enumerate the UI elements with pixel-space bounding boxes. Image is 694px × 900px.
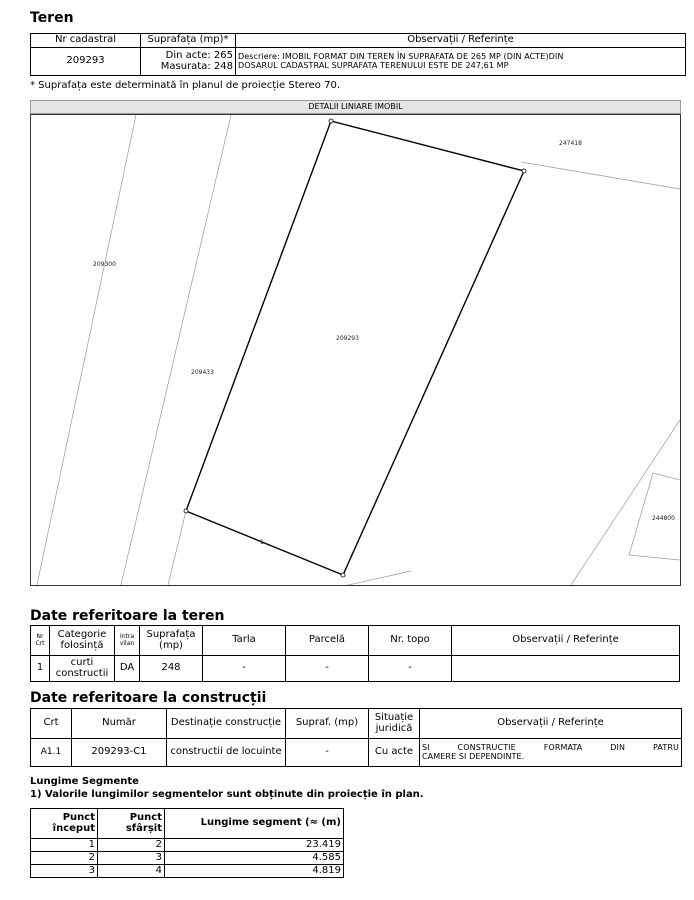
- building-right-1: [629, 473, 653, 555]
- neighbour-boundary-far-left: [37, 115, 136, 585]
- dt-cell-tarla: -: [203, 656, 286, 682]
- seg-row-3-inceput: 3: [31, 865, 98, 878]
- segmente-note: 1) Valorile lungimilor segmentelor sunt obținute din proiecție în plan.: [30, 789, 424, 800]
- dt-cell-nrtopo: -: [369, 656, 452, 682]
- seg-row-2-lungime: 4.585: [165, 852, 344, 865]
- dc-header-crt: Crt: [31, 709, 72, 739]
- date-constructii-table: [30, 708, 682, 767]
- neighbour-boundary-right: [571, 420, 680, 585]
- vertex-1: [329, 119, 333, 123]
- label-left-near: 209433: [191, 369, 214, 376]
- dt-header-nr: Nr Crt: [31, 626, 50, 656]
- segmente-title: Lungime Segmente: [30, 776, 139, 787]
- vertex-2: [522, 169, 526, 173]
- neighbour-boundary-bottom: [344, 571, 411, 585]
- dc-cell-crt: A1.1: [31, 739, 72, 767]
- seg-header-sfarsit: Punct sfârșit: [98, 809, 165, 839]
- dt-cell-nr: 1: [31, 656, 50, 682]
- label-top-right: 247418: [559, 140, 582, 147]
- building-right-2: [653, 473, 680, 480]
- dt-cell-observatii: [452, 656, 680, 682]
- date-constructii-title: Date referitoare la construcții: [30, 690, 267, 706]
- descriere-line-1: Descriere: IMOBIL FORMAT DIN TEREN ÎN SUPRAFATA DE 265 MP (DIN ACTE)DIN: [238, 52, 564, 62]
- dc-cell-numar: 209293-C1: [72, 739, 167, 767]
- dc-obs-line-2: CAMERE SI DEPENDINTE.: [422, 751, 525, 761]
- dc-header-observatii: Observații / Referințe: [420, 709, 682, 739]
- neighbour-boundary-left: [121, 115, 231, 585]
- dc-cell-destinatie: constructii de locuinte: [167, 739, 286, 767]
- header-observatii: Observații / Referințe: [236, 34, 686, 48]
- seg-header-lungime: Lungime segment (≈ (m): [165, 809, 344, 839]
- dt-header-intravilan: Intra vilan: [115, 626, 140, 656]
- dt-header-parcela: Parcelă: [286, 626, 369, 656]
- cell-descriere: [236, 48, 686, 76]
- seg-row-1-sfarsit: 2: [98, 839, 165, 852]
- cell-suprafata: [141, 48, 236, 76]
- dt-header-tarla: Tarla: [203, 626, 286, 656]
- seg-row-2-sfarsit: 3: [98, 852, 165, 865]
- neighbour-boundary-bottom-left: [168, 511, 186, 585]
- seg-header-inceput: Punct început: [31, 809, 98, 839]
- dt-header-nrtopo: Nr. topo: [369, 626, 452, 656]
- dt-cell-suprafata: 248: [140, 656, 203, 682]
- dt-cell-categorie: curti constructii: [50, 656, 115, 682]
- plan-header: DETALII LINIARE IMOBIL: [30, 100, 681, 114]
- dc-obs-line-1: SI CONSTRUCTIE FORMATA DIN PATRU: [422, 743, 679, 753]
- descriere-line-2: DOSARUL CADASTRAL SUPRAFATA TERENULUI ESTE DE 247,61 MP: [238, 60, 509, 70]
- segmente-table: [30, 808, 344, 878]
- dc-header-suprafata: Supraf. (mp): [286, 709, 369, 739]
- suprafata-masurata: Masurata: 248: [160, 60, 233, 72]
- suprafata-din-acte: Din acte: 265: [165, 50, 233, 61]
- dc-cell-observatii: [420, 739, 682, 767]
- dt-header-observatii: Observații / Referințe: [452, 626, 680, 656]
- date-teren-table: [30, 625, 680, 682]
- header-suprafata: Suprafața (mp)*: [141, 34, 236, 48]
- dt-header-suprafata: Suprafața (mp): [140, 626, 203, 656]
- date-teren-title: Date referitoare la teren: [30, 608, 225, 624]
- dc-header-destinatie: Destinație construcție: [167, 709, 286, 739]
- neighbour-boundary-top-right: [521, 162, 680, 189]
- seg-row-3-lungime: 4.819: [165, 865, 344, 878]
- label-left-far: 209300: [93, 261, 116, 268]
- dc-cell-situatie: Cu acte: [369, 739, 420, 767]
- plan-map: [30, 114, 681, 586]
- dc-header-numar: Număr: [72, 709, 167, 739]
- plan-drawing: [31, 115, 680, 585]
- seg-row-1-inceput: 1: [31, 839, 98, 852]
- dt-cell-intravilan: DA: [115, 656, 140, 682]
- label-segment-1: 1: [260, 539, 264, 546]
- seg-row-2-inceput: 2: [31, 852, 98, 865]
- vertex-4: [184, 509, 188, 513]
- seg-row-1-lungime: 23.419: [165, 839, 344, 852]
- parcel-polygon: [186, 121, 524, 575]
- dc-cell-suprafata: -: [286, 739, 369, 767]
- cell-nr-cadastral: 209293: [31, 48, 141, 76]
- dc-header-situatie: Situație juridică: [369, 709, 420, 739]
- teren-title: Teren: [30, 10, 74, 26]
- dt-cell-parcela: -: [286, 656, 369, 682]
- dt-header-categorie: Categorie folosință: [50, 626, 115, 656]
- teren-table: [30, 33, 686, 76]
- seg-row-3-sfarsit: 4: [98, 865, 165, 878]
- header-nr-cadastral: Nr cadastral: [31, 34, 141, 48]
- building-right-3: [629, 555, 680, 560]
- vertex-3: [341, 573, 345, 577]
- footnote: * Suprafața este determinată în planul de proiecție Stereo 70.: [30, 80, 341, 91]
- label-bottom-right: 244800: [652, 515, 675, 522]
- label-parcel: 209293: [336, 335, 359, 342]
